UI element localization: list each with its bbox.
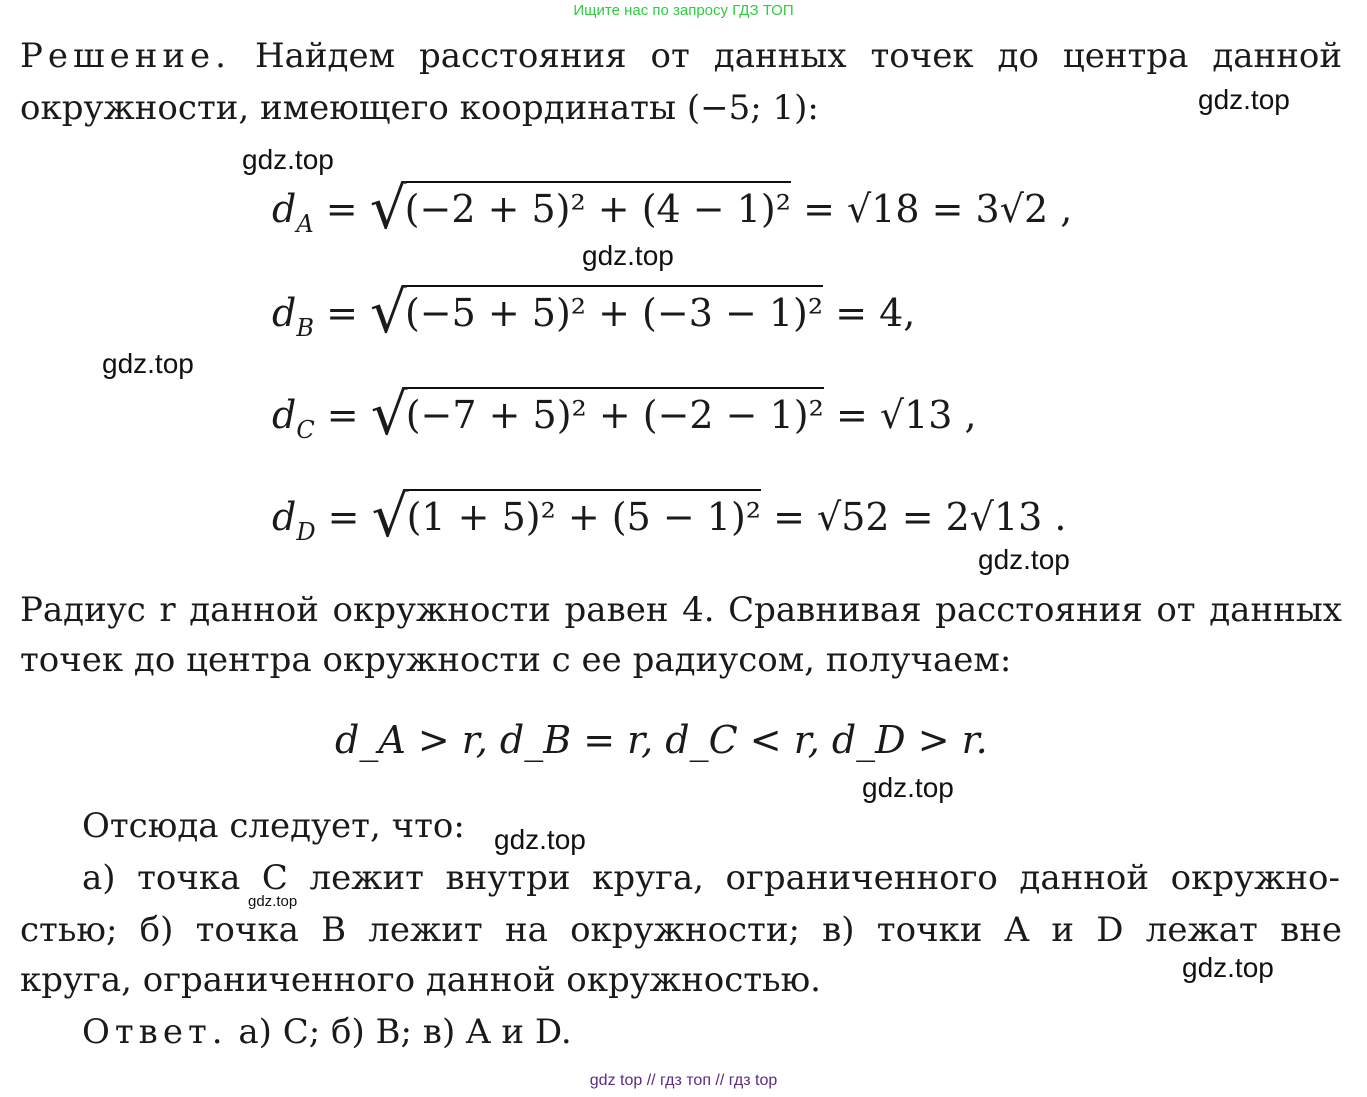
watermark-1: gdz.top [1198,84,1290,115]
answer-line [82,1006,572,1058]
radicand-dB: (−5 + 5)² + (−3 − 1)² [405,285,823,335]
tail-dA: = √18 = 3√2 , [803,187,1073,231]
watermark-3: gdz.top [582,240,674,271]
conclusion-line-3: круга, ограниченного данной окружностью. [20,960,821,1000]
comparisons: d_A > r, d_B = r, d_C < r, d_D > r. [335,718,988,762]
conclusion-line-1: а) точка C лежит внутри круга, ограниченного данной окружно- [82,858,1340,898]
solution-line-2: окружности, имеющего координаты (−5; 1): [20,88,819,128]
solution-line-1 [20,30,1342,82]
radicand-dA: (−2 + 5)² + (4 − 1)² [405,181,791,231]
equation-dB: $d_B = √(-5 + 5)^2 + (-3 - 1)^2 = 4$, [272,278,916,346]
conclusion-line-2: стью; б) точка B лежит на окружности; в) точки A и D лежат вне [20,910,1342,950]
footer-links[interactable]: gdz top // гдз топ // гдз top [589,1072,778,1089]
watermark-7: gdz.top [494,824,586,855]
tail-dC: = √13 , [835,393,977,437]
radicand-dC: (−7 + 5)² + (−2 − 1)² [406,387,824,437]
equation-dC: $d_C = √(-7 + 5)^2 + (-2 - 1)^2 = √13$ , [272,380,977,448]
equation-dD: $d_D = √(1 + 5)^2 + (5 - 1)^2 = √52 = 2√13$ . [272,482,1067,550]
watermark-5: gdz.top [978,544,1070,575]
radius-line-2: точек до центра окружности с ее радиусом, получаем: [20,640,1012,680]
radius-line-1: Радиус r данной окружности равен 4. Сравнивая расстояния от данных [20,590,1342,630]
solution-text-1: Найдем расстояния от данных точек до центра данной [254,36,1342,76]
answer-label: Ответ. [82,1012,228,1052]
solution-label: Решение. [20,36,231,76]
watermark-8: gdz.top [248,893,298,910]
watermark-2: gdz.top [242,144,334,175]
answer-text: а) C; б) B; в) A и D. [238,1012,572,1052]
conclusion-intro: Отсюда следует, что: [82,806,465,846]
radicand-dD: (1 + 5)² + (5 − 1)² [407,489,761,539]
tail-dB: = 4, [835,291,916,335]
watermark-4: gdz.top [102,348,194,379]
search-hint[interactable]: Ищите нас по запросу ГДЗ ТОП [573,2,794,19]
tail-dD: = √52 = 2√13 . [773,495,1067,539]
watermark-6: gdz.top [862,772,954,803]
equation-dA: $d_A = √(-2 + 5)^2 + (4 - 1)^2 = √18 = 3√2$ , [272,174,1073,242]
watermark-9: gdz.top [1182,952,1274,983]
